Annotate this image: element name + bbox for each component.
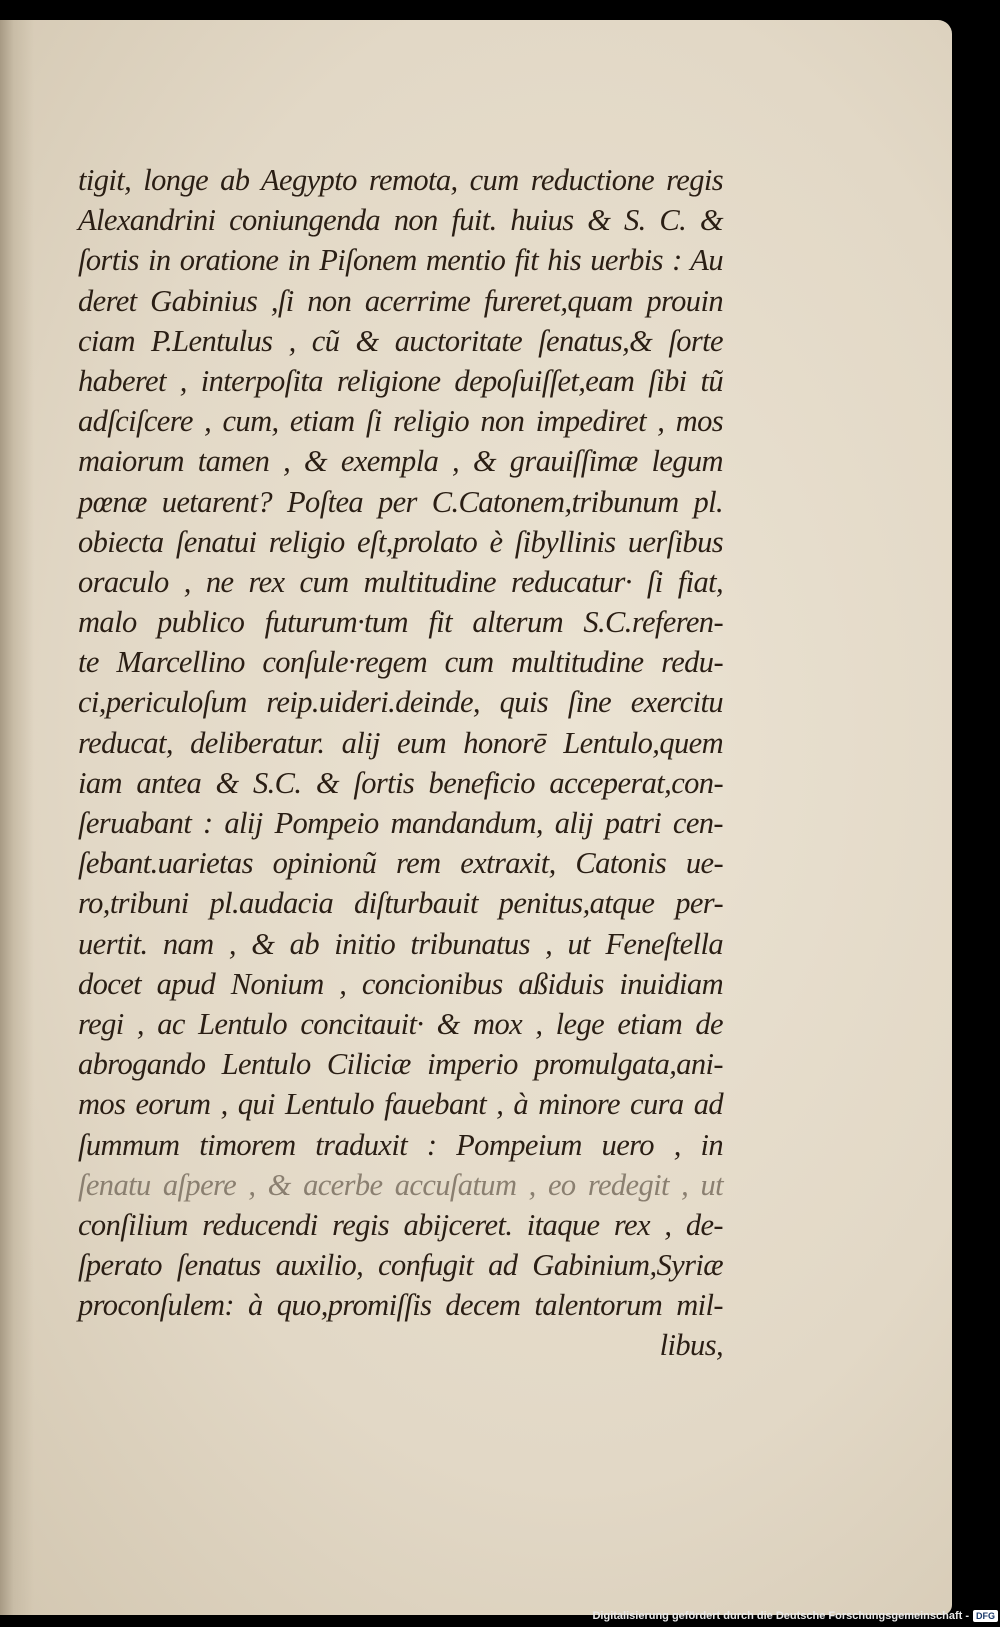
catchword-line: libus, xyxy=(659,1328,723,1363)
text-line: obiecta ſenatui religio eſt,prolato è ſibyllinis uerſibus xyxy=(78,524,723,559)
text-line: deret Gabinius ,ſi non acerrime fureret,quam prouin xyxy=(78,283,723,318)
text-line: ſummum timorem traduxit : Pompeium uero , in xyxy=(78,1127,723,1162)
text-line: ſperato ſenatus auxilio, confugit ad Gabinium,Syriæ xyxy=(78,1248,723,1283)
text-line: proconſulem: à quo,promiſſis decem talentorum mil- xyxy=(78,1288,723,1323)
text-line: tigit, longe ab Aegypto remota, cum reductione regis xyxy=(78,163,723,197)
text-line: iam antea & S.C. & ſortis beneficio acceperat,con- xyxy=(78,765,723,800)
text-line: conſilium reducendi regis abijceret. itaque rex , de- xyxy=(78,1207,723,1242)
text-line: ci,periculoſum reip.uideri.deinde, quis ſine exercitu xyxy=(78,685,723,720)
text-line: adſciſcere , cum, etiam ſi religio non impediret , mos xyxy=(78,404,723,439)
dfg-logo: DFG xyxy=(973,1610,998,1622)
page-gutter-shadow xyxy=(0,20,34,1615)
text-line: docet apud Nonium , concionibus aßiduis inuidiam xyxy=(78,966,723,1001)
text-line: Alexandrini coniungenda non fuit. huius & S. C. & xyxy=(78,203,723,238)
text-line: ſebant.uarietas opinionũ rem extraxit, Catonis ue- xyxy=(78,846,723,881)
book-page xyxy=(0,20,952,1615)
text-line: ciam P.Lentulus , cũ & auctoritate ſenatus,& ſorte xyxy=(78,323,723,358)
text-line: maiorum tamen , & exempla , & grauiſſimæ legum xyxy=(78,444,723,479)
text-line: uertit. nam , & ab initio tribunatus , ut Feneſtella xyxy=(78,926,723,961)
digitization-credit xyxy=(592,1608,998,1624)
text-line: malo publico futurum·tum fit alterum S.C.referen- xyxy=(78,605,723,640)
text-line: pœnæ uetarent? Poſtea per C.Catonem,tribunum pl. xyxy=(78,484,723,519)
text-line: ſenatu aſpere , & acerbe accuſatum , eo redegit , ut xyxy=(78,1167,723,1202)
text-line: te Marcellino conſule·regem cum multitudine redu- xyxy=(78,645,723,680)
text-line: reducat, deliberatur. alij eum honorē Lentulo,quem xyxy=(78,725,723,760)
text-line: ſortis in oratione in Piſonem mentio fit his uerbis : Au xyxy=(78,243,723,278)
text-line: oraculo , ne rex cum multitudine reducatur· ſi fiat, xyxy=(78,564,723,599)
text-line: abrogando Lentulo Ciliciæ imperio promulgata,ani- xyxy=(78,1047,723,1082)
text-line: haberet , interpoſita religione depoſuiſſet,eam ſibi tũ xyxy=(78,363,723,398)
text-line: ro,tribuni pl.audacia diſturbauit penitus,atque per- xyxy=(78,886,723,921)
text-line: mos eorum , qui Lentulo fauebant , à minore cura ad xyxy=(78,1087,723,1122)
page-text-block xyxy=(78,160,723,1366)
text-line: ſeruabant : alij Pompeio mandandum, alij patri cen- xyxy=(78,806,723,840)
credit-text: Digitalisierung gefördert durch die Deutsche Forschungsgemeinschaft - xyxy=(592,1610,969,1622)
text-line: regi , ac Lentulo concitauit· & mox , lege etiam de xyxy=(78,1006,723,1041)
